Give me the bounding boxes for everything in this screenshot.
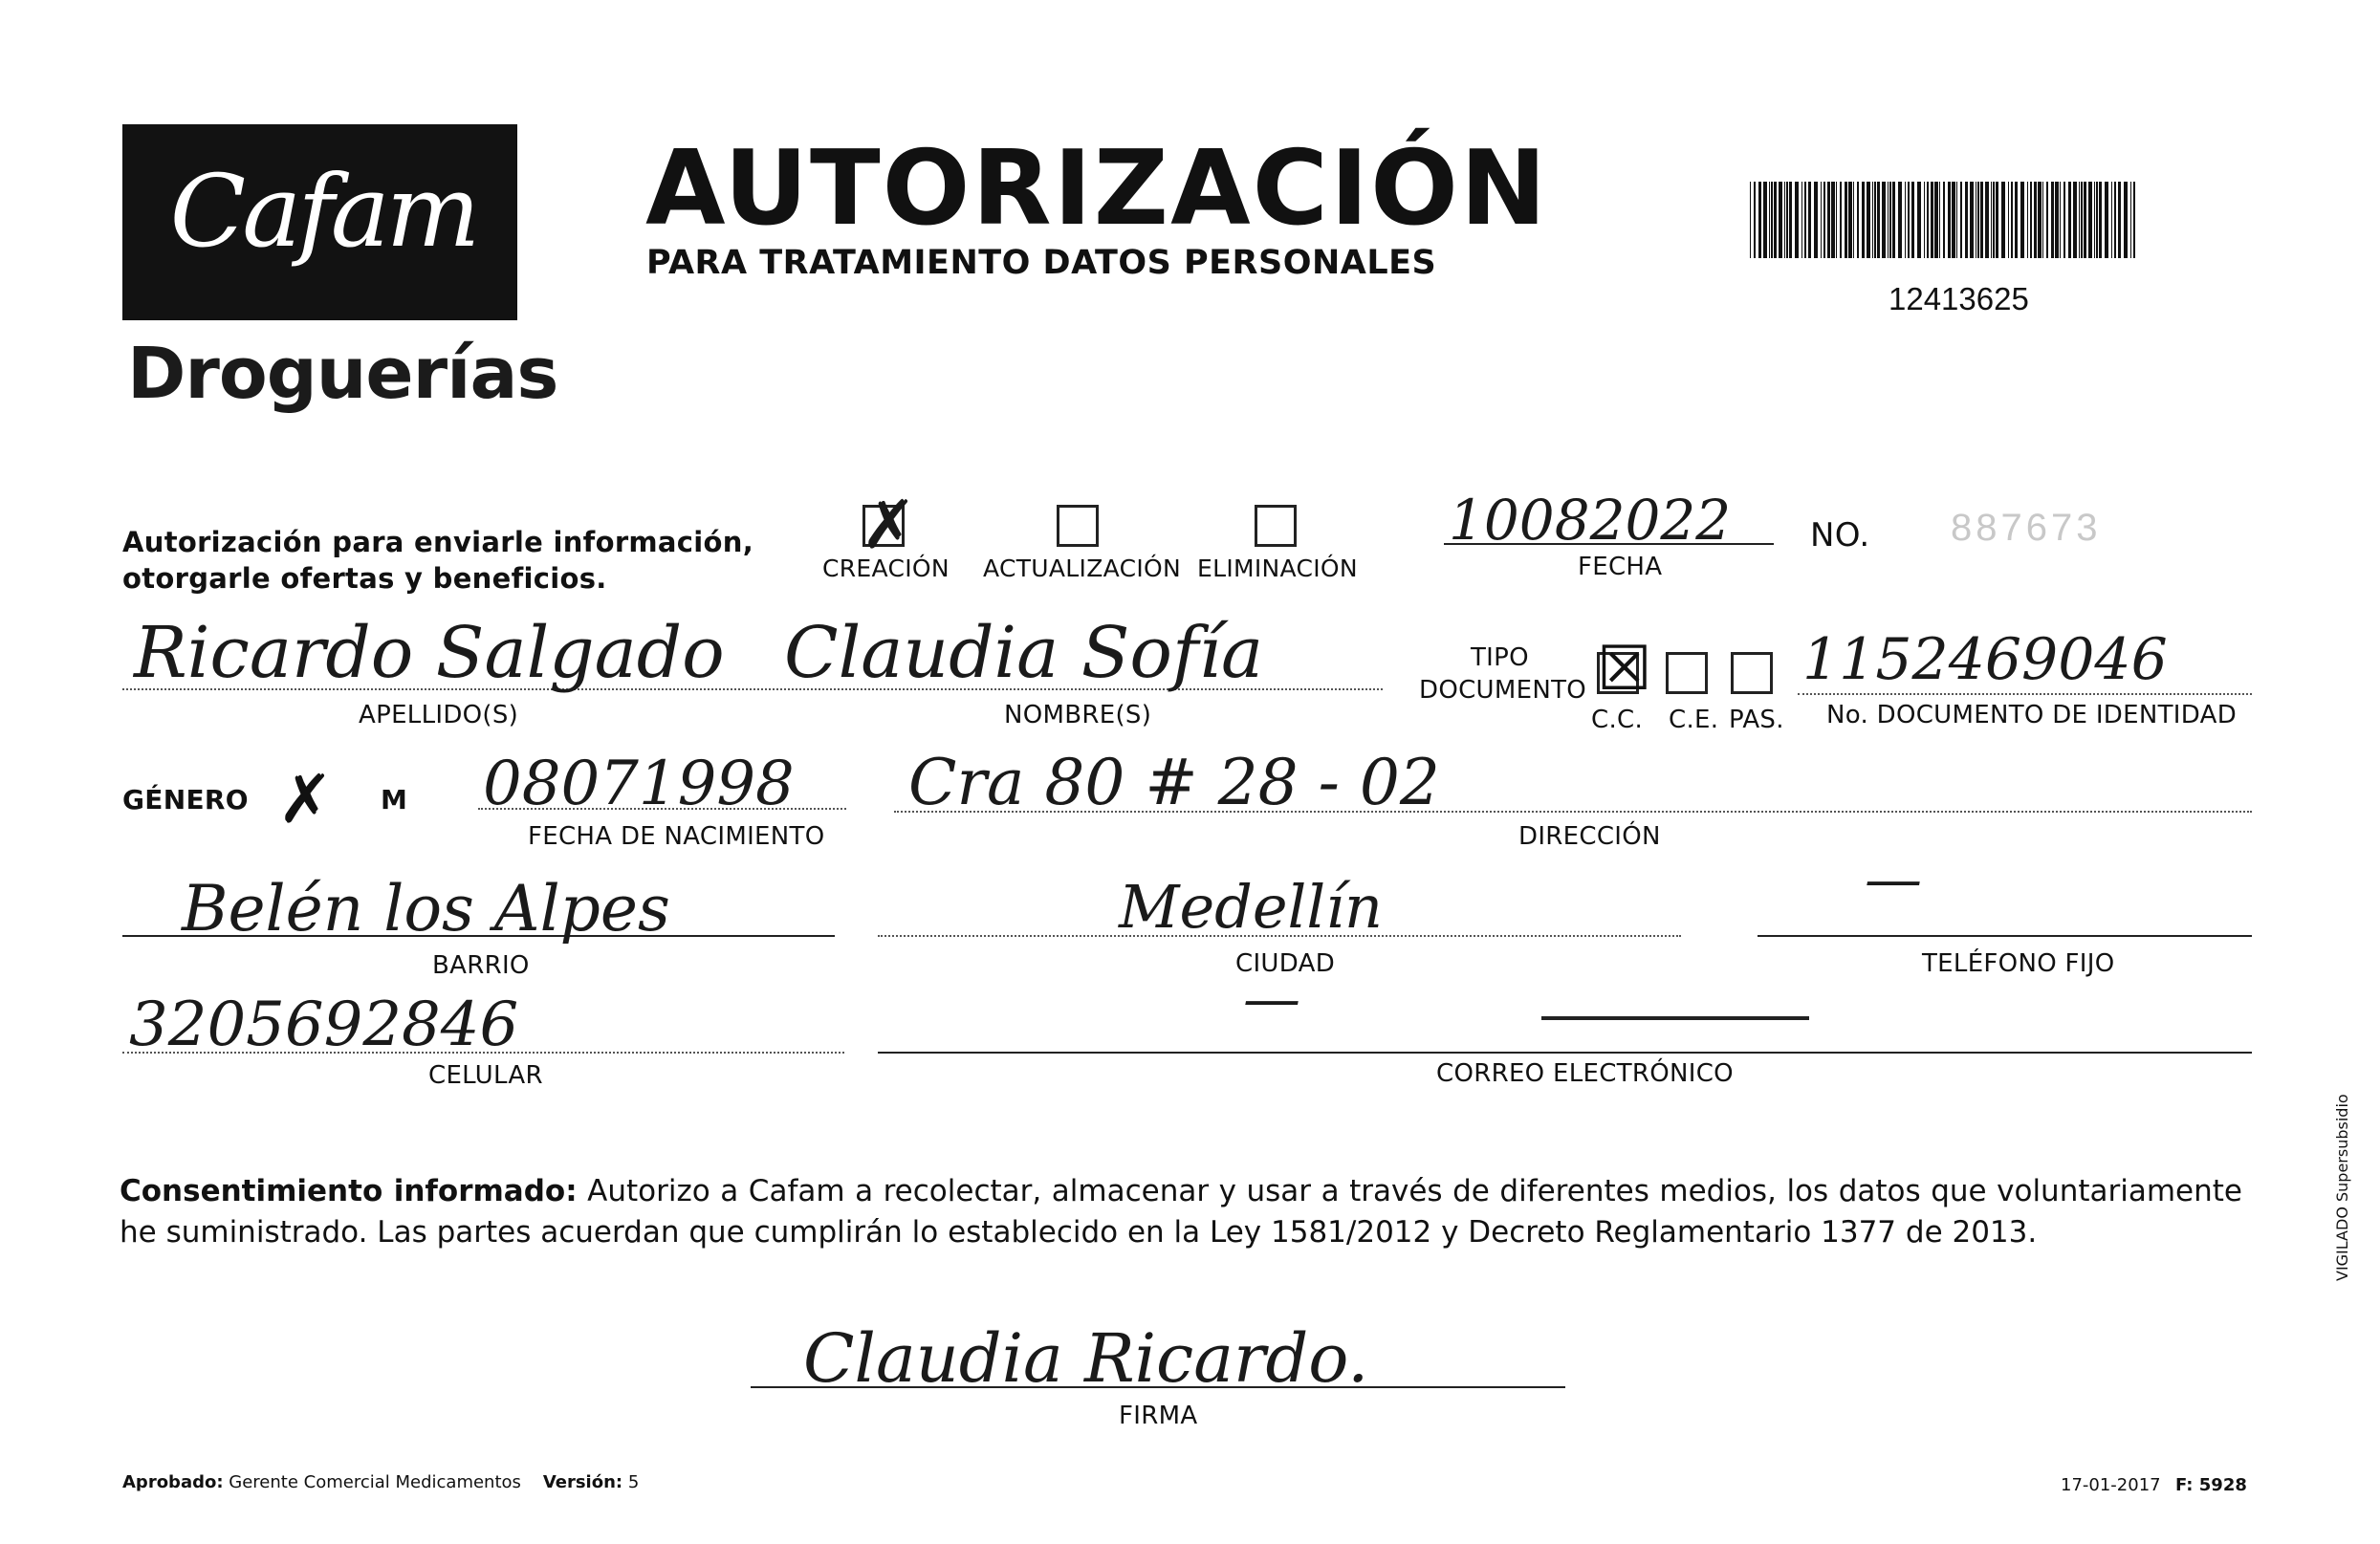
barcode-bar [2042,182,2043,258]
barcode-bar [2011,182,2013,258]
barcode-bar [1814,182,1818,258]
checkmark-x-icon: ✗ [861,486,917,564]
aprobado-value: Gerente Comercial Medicamentos [229,1472,521,1492]
barcode-bar [1924,182,1925,258]
barcode-bar [1948,182,1951,258]
fecha-label: FECHA [1578,553,1663,581]
aprobado-label: Aprobado: [122,1472,224,1492]
consent-text: Autorizo a Cafam a recolectar, almacenar y usar a través de diferentes medios, los datos que voluntariamente he suministrado. Las partes acuerdan que cumplirán lo establecido en la Ley 1581/2012 y Decreto Reglamentario 1377 de 2013. [120,1174,2242,1250]
barcode-bar [1779,182,1782,258]
barcode-bar [1977,182,1979,258]
ciudad-input[interactable]: Medellín [1119,872,1383,942]
barcode-bar [1931,182,1933,258]
telefono-label: TELÉFONO FIJO [1922,949,2115,978]
barcode-bar [1853,182,1854,258]
footer-approved [122,1472,639,1492]
barcode-bar [2124,182,2128,258]
barcode-bar [1970,182,1974,258]
barcode-number: 12413625 [1889,281,2029,316]
fecha-nacimiento-label: FECHA DE NACIMIENTO [528,822,825,851]
brand-subtitle: Droguerías [127,333,558,415]
barcode-bar [2094,182,2095,258]
barcode-bar [1862,182,1865,258]
barcode-bar [1985,182,1989,258]
eliminacion-label: ELIMINACIÓN [1197,555,1358,582]
barcode-bar [2096,182,2098,258]
barcode-bar [2030,182,2032,258]
barcode-bar [1980,182,1983,258]
consent-paragraph [120,1171,2242,1253]
ce-checkbox[interactable] [1666,652,1708,694]
barcode-bar [1911,182,1914,258]
barcode-bar [2079,182,2080,258]
numero-label: NO. [1810,516,1870,555]
barcode-bar [2073,182,2077,258]
barcode-bar [1956,182,1957,258]
barcode-bar [1965,182,1968,258]
documento-line [1798,693,2252,695]
barcode-bar [1996,182,1998,258]
footer-date: 17-01-2017 [2061,1475,2161,1495]
cc-label: C.C. [1591,706,1644,734]
fecha-nacimiento-input[interactable]: 08071998 [483,749,795,819]
barcode-bar [2105,182,2108,258]
barcode-bar [2063,182,2065,258]
actualizacion-label: ACTUALIZACIÓN [983,555,1181,582]
barcode-bar [2020,182,2024,258]
documento-label: No. DOCUMENTO DE IDENTIDAD [1826,701,2238,729]
barcode-bar [1763,182,1767,258]
direccion-label: DIRECCIÓN [1518,822,1661,851]
barcode-bar [2008,182,2009,258]
barcode-bar [2001,182,2005,258]
documento-input[interactable]: 1152469046 [1802,626,2168,693]
correo-mark-1[interactable]: — [1243,966,1300,1033]
apellidos-input[interactable]: Ricardo Salgado [134,612,725,694]
pas-label: PAS. [1729,706,1784,734]
correo-line [878,1052,2252,1054]
barcode-bar [2130,182,2131,258]
barcode-bar [2084,182,2086,258]
barcode-bar [1827,182,1830,258]
celular-label: CELULAR [428,1061,543,1090]
barcode-bar [1908,182,1910,258]
pas-checkbox[interactable] [1731,652,1773,694]
barcode-bar [1784,182,1785,258]
telefono-input[interactable]: — [1865,846,1922,913]
barcode-bar [1872,182,1873,258]
barcode-bar [2114,182,2116,258]
barcode-bar [1789,182,1792,258]
nombres-label: NOMBRE(S) [1004,701,1152,729]
barcode-bar [1917,182,1921,258]
apellidos-label: APELLIDO(S) [359,701,519,729]
barcode-bar [1840,182,1842,258]
celular-input[interactable]: 3205692846 [129,989,519,1060]
barcode-bar [1892,182,1895,258]
barcode-bar [1993,182,1995,258]
genero-f-mark[interactable]: ✗ [277,762,334,837]
barcode-bar [2068,182,2071,258]
barcode-bar [2111,182,2112,258]
genero-m-label: M [381,784,408,815]
barcode-bar [1888,182,1889,258]
barcode-bar [2133,182,2135,258]
checkmark-x-icon: ☒ [1597,634,1652,703]
barcode-bar [1905,182,1906,258]
consent-lead: Consentimiento informado: [120,1174,578,1208]
firma-label: FIRMA [1119,1402,1198,1430]
barcode-bar [1898,182,1902,258]
correo-mark-2 [1541,1016,1809,1020]
barcode-bar [2055,182,2059,258]
barcode-bar [2099,182,2102,258]
telefono-line [1758,935,2252,937]
brand-logo: Cafam [169,153,477,270]
firma-signature[interactable]: Claudia Ricardo. [803,1319,1369,1398]
barcode-bar [2051,182,2054,258]
correo-label: CORREO ELECTRÓNICO [1436,1059,1734,1088]
nombres-input[interactable]: Claudia Sofía [784,612,1264,694]
barcode-bar [1808,182,1811,258]
barcode-bar [1874,182,1876,258]
barcode-bar [2034,182,2037,258]
barcode-bar [1939,182,1940,258]
version-label: Versión: [542,1472,623,1492]
barcode-bar [2015,182,2018,258]
tipo-label-1: TIPO [1471,643,1529,672]
barcode-bar [1771,182,1773,258]
barcode-bar [1960,182,1962,258]
version-value: 5 [627,1472,640,1492]
tipo-label-2: DOCUMENTO [1419,676,1587,705]
fecha-input[interactable]: 10082022 [1449,488,1732,553]
eliminacion-checkbox[interactable] [1255,505,1297,547]
barcode-bar [1845,182,1847,258]
barcode-bar [1848,182,1852,258]
barcode-bar [1823,182,1825,258]
actualizacion-checkbox[interactable] [1057,505,1099,547]
barcode-bar [1795,182,1799,258]
barcode-bar [1758,182,1761,258]
barcode-bar [1821,182,1822,258]
barcode-bar [1754,182,1756,258]
barcode-bar [1882,182,1886,258]
barcode-bar [2088,182,2092,258]
numero-value: 887673 [1951,507,2102,549]
page-title: AUTORIZACIÓN [645,129,1549,249]
barcode-bar [1804,182,1806,258]
footer-form-code: F: 5928 [2175,1475,2247,1495]
barcode-bar [1836,182,1837,258]
intro-line-1: Autorización para enviarle información, [122,526,754,558]
barcode-bar [2118,182,2121,258]
barcode-bar [2081,182,2083,258]
barcode-bar [1857,182,1859,258]
barcode-bar [2038,182,2042,258]
barcode-bar [1889,182,1891,258]
barcode-bar [1831,182,1835,258]
barcode-bar [1786,182,1788,258]
ce-label: C.E. [1669,706,1719,734]
barcode-bar [1769,182,1770,258]
barcode-bar [1934,182,1938,258]
barcode-bar [1991,182,1992,258]
barcode-bar [2046,182,2048,258]
genero-label: GÉNERO [122,784,249,815]
barcode-bar [1952,182,1955,258]
barcode-bar [2060,182,2061,258]
barcode-bar [2027,182,2028,258]
barcode-bar [1867,182,1870,258]
barcode-bar [1774,182,1777,258]
barrio-input[interactable]: Belén los Alpes [182,872,670,946]
creacion-label: CREACIÓN [822,555,950,582]
barcode-bar [1877,182,1880,258]
intro-line-2: otorgarle ofertas y beneficios. [122,562,607,595]
barcode-bar [1750,182,1751,258]
direccion-input[interactable]: Cra 80 # 28 - 02 [908,746,1440,819]
ciudad-label: CIUDAD [1235,949,1336,978]
barcode-bar [1927,182,1929,258]
vigilado-mark: VIGILADO Supersubsidio [2333,1094,2351,1281]
barcode [1750,182,2136,258]
page-subtitle: PARA TRATAMIENTO DATOS PERSONALES [646,244,1437,282]
barrio-label: BARRIO [432,951,530,980]
barcode-bar [1801,182,1802,258]
barcode-bar [1943,182,1945,258]
